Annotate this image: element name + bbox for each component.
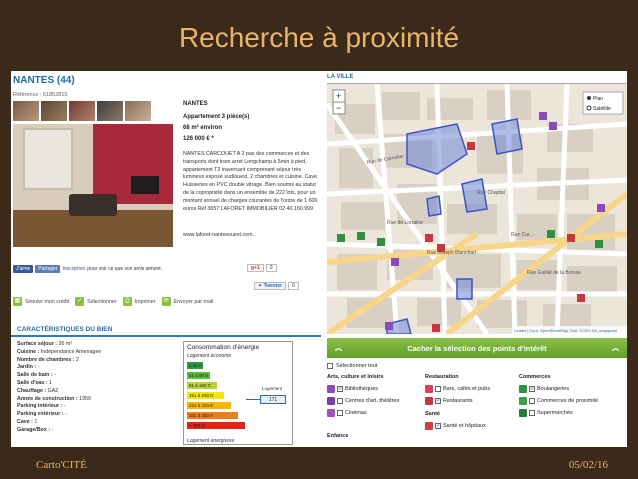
street-label: Rue Cur...	[511, 232, 534, 238]
listing-type: Appartement 3 pièce(s)	[183, 114, 250, 120]
map-section-label: LA VILLE	[327, 74, 354, 80]
characteristic-row	[17, 403, 101, 411]
characteristic-row	[17, 396, 101, 404]
poi-item-label: Bars, cafés et pubs	[443, 386, 491, 392]
characteristic-label: Salle de bain :	[17, 372, 53, 379]
printer-icon: ⎙	[123, 297, 132, 306]
listing-reference: Référence : 51852815	[13, 92, 68, 98]
photo-thumbnail[interactable]	[125, 101, 151, 121]
poi-category-icon	[519, 409, 527, 417]
hide-poi-selection-button[interactable]	[327, 338, 627, 358]
poi-checkbox[interactable]	[337, 398, 343, 404]
calculator-icon: ▦	[14, 298, 21, 304]
simulate-credit-label: Simuler mon crédit	[25, 298, 70, 305]
characteristic-value: 1	[32, 418, 38, 425]
poi-checkbox[interactable]: ✓	[436, 423, 441, 429]
energy-class-bar: 331 à 450 F	[187, 412, 238, 419]
city-map[interactable]	[327, 84, 627, 334]
energy-class-bar: 51 à 90 B	[189, 373, 209, 378]
poi-category-icon	[327, 385, 335, 393]
street-label: Rue Chaptal	[477, 190, 505, 196]
energy-log-label: Logement	[261, 386, 282, 391]
select-label: Sélectionner	[87, 298, 117, 305]
photo-sofa	[69, 194, 117, 216]
photo-tv	[131, 176, 159, 194]
poi-item-label: Boulangeries	[537, 386, 570, 392]
characteristic-row	[17, 380, 101, 388]
characteristic-label: Cave :	[17, 418, 33, 425]
gplus-button[interactable]: g+1	[247, 264, 264, 272]
characteristic-label: Salle d'eau :	[17, 379, 48, 386]
poi-item[interactable]	[327, 407, 399, 419]
facebook-like-button[interactable]: J'aime	[13, 265, 33, 273]
photo-thumbnails	[13, 101, 151, 121]
energy-class-bar: > 450 G	[187, 422, 245, 429]
poi-item-label: Cinémas	[345, 410, 367, 416]
listing-city: NANTES	[183, 101, 208, 107]
poi-column	[519, 374, 598, 419]
listing-price: 126 000 € *	[183, 136, 214, 142]
poi-item-label: Centres d'art, théâtres	[345, 398, 400, 404]
street-label: Rue Guillet de la Brosse	[527, 270, 581, 276]
characteristic-row	[17, 419, 101, 427]
slide-title: Recherche à proximité	[178, 22, 460, 53]
tweet-label: Tweeter	[263, 283, 283, 289]
select-all-checkbox[interactable]	[327, 363, 333, 369]
characteristic-value: -	[36, 364, 40, 371]
listing-title: NANTES (44)	[13, 75, 75, 86]
poi-item-label: Supermarchés	[537, 410, 573, 416]
characteristic-label: Cuisine :	[17, 348, 40, 355]
chevron-double-up-icon: ︽	[335, 345, 342, 352]
twitter-bird-icon: ✦	[258, 283, 264, 289]
tweet-button[interactable]	[254, 282, 286, 290]
street-label: Rue Joseph Blanchart	[427, 250, 477, 256]
poi-category-icon	[327, 409, 335, 417]
select-all-label: Sélectionner tout	[336, 363, 378, 369]
characteristic-value: Independance Amenagee	[39, 348, 102, 355]
energy-top-label: Logement économe	[187, 353, 232, 359]
poi-category-icon	[425, 385, 433, 393]
poi-item[interactable]	[425, 420, 490, 432]
poi-item[interactable]	[519, 383, 598, 395]
characteristic-label: Année de construction :	[17, 395, 78, 402]
poi-checkbox[interactable]	[529, 410, 535, 416]
poi-category-title: Commerces	[519, 374, 551, 380]
characteristics-title: CARACTÉRISTIQUES DU BIEN	[17, 326, 113, 333]
print-button[interactable]	[123, 297, 156, 306]
poi-item-label: Bibliothèques	[345, 386, 379, 392]
zoom-in-button[interactable]: +	[336, 91, 342, 101]
main-photo[interactable]	[13, 124, 173, 247]
characteristics-header	[11, 323, 321, 337]
poi-item-label: Restaurants	[443, 398, 473, 404]
poi-item-label: Santé et hôpitaux	[443, 423, 486, 429]
energy-log-value: 171	[260, 395, 286, 404]
characteristic-label: Nombre de chambres :	[17, 356, 75, 363]
poi-checkbox[interactable]	[337, 410, 343, 416]
poi-column	[327, 374, 399, 419]
energy-label-panel	[183, 341, 293, 445]
poi-category-icon	[425, 397, 433, 405]
poi-category-title: Enfance	[327, 433, 349, 439]
listing-description: NANTES CARCOUET A 2 pas des commerces et des transports dont tram arret Longchamp à 5min à pied, appartement T3 traversant comprenant séjour très lumineux exposé sud/ouest, 2 chambres et cuisine. Cave. Huisseries en PVC double vitrage. Bien soumis au statut de la copropriété dans un ensemble de 222 lots, pour un montant annuel de charges courantes de l'ordre de 1 600 euros Réf 3657 LAFORET IMMOBILIER 02.40.160.999	[183, 151, 319, 212]
simulate-credit-button[interactable]	[13, 297, 69, 306]
photo-thumbnail[interactable]	[13, 101, 39, 121]
characteristic-value: -	[49, 426, 54, 433]
energy-bottom-label: Logement énergivore	[187, 438, 235, 444]
listing-area: 68 m² environ	[183, 125, 223, 131]
poi-column	[425, 374, 490, 432]
characteristic-value: -	[62, 403, 66, 410]
layer-plan-radio[interactable]	[587, 96, 591, 100]
gplus-widget	[247, 264, 277, 272]
street-label: Rue de Lorraine	[387, 220, 423, 226]
characteristic-value: GAZ	[46, 387, 59, 394]
layer-satellite-label: Satellite	[593, 106, 611, 112]
poi-category-icon	[425, 422, 433, 430]
poi-checkbox[interactable]: ✓	[436, 398, 441, 404]
layer-plan-label: Plan	[593, 96, 604, 102]
poi-item[interactable]	[519, 407, 598, 419]
mail-icon: ✉	[163, 298, 169, 304]
characteristic-row	[17, 427, 101, 435]
tweet-widget	[254, 282, 299, 290]
characteristic-row	[17, 372, 101, 380]
zoom-out-button[interactable]: −	[336, 103, 342, 113]
photo-thumbnail[interactable]	[41, 101, 67, 121]
characteristic-label: Chauffage :	[17, 387, 47, 394]
poi-item[interactable]	[327, 383, 399, 395]
characteristics-list	[17, 341, 101, 435]
map-attribution[interactable]: Leaflet | Cont. OpenStreetMap, Esri, CCBY-SA, mapquest	[514, 328, 617, 333]
footer-brand: Carto'CITÉ	[36, 459, 87, 471]
poi-category-title: Arts, culture et loisirs	[327, 374, 384, 380]
select-button[interactable]	[75, 297, 116, 306]
footer-date: 05/02/16	[568, 459, 608, 471]
characteristic-row	[17, 357, 101, 365]
characteristic-row	[17, 411, 101, 419]
listing-tools	[13, 297, 213, 306]
screenshot-panel	[11, 71, 627, 447]
poi-item[interactable]	[519, 395, 598, 407]
characteristic-row	[17, 341, 101, 349]
map-layer-switcher	[583, 92, 623, 114]
photo-window	[23, 128, 73, 190]
gplus-count: 0	[266, 264, 277, 272]
characteristic-row	[17, 388, 101, 396]
characteristic-label: Parking intérieur :	[17, 403, 63, 410]
layer-satellite-radio[interactable]	[587, 106, 591, 110]
poi-item-label: Commerces de proximité	[537, 398, 599, 404]
select-all-row	[327, 363, 377, 369]
poi-category-icon	[519, 385, 527, 393]
map-zoom-control	[333, 90, 345, 114]
characteristic-row	[17, 364, 101, 372]
photo-thumbnail[interactable]	[97, 101, 123, 121]
hide-poi-selection-label: Cacher la sélection des points d'intérêt	[407, 343, 547, 353]
chevron-double-up-icon: ︽	[612, 345, 619, 352]
email-label: Envoyer par mail	[173, 298, 214, 305]
energy-class-bar: 231 à 330 E	[187, 402, 231, 409]
poi-checkbox[interactable]	[435, 386, 441, 392]
characteristic-label: Garage/Box :	[17, 426, 50, 433]
poi-checkbox[interactable]: ✓	[530, 386, 535, 392]
energy-class-bar: 91 à 150 C	[187, 382, 217, 389]
poi-item[interactable]	[425, 383, 490, 395]
energy-title: Consommation d'énergie	[187, 344, 260, 351]
characteristic-value: -	[63, 411, 67, 418]
poi-category-icon	[327, 397, 335, 405]
poi-category-title: Restauration	[425, 374, 459, 380]
characteristic-value: 26 m²	[57, 341, 73, 347]
characteristic-value: 1959	[77, 395, 91, 402]
street-label: Rue de Cornulier	[366, 153, 405, 166]
photo-thumbnail[interactable]	[69, 101, 95, 121]
poi-category-title: Santé	[425, 411, 440, 417]
email-button[interactable]	[162, 297, 214, 306]
map-canvas[interactable]	[327, 84, 627, 334]
characteristic-label: Jardin :	[17, 364, 37, 371]
listing-link[interactable]: www.laforet-nantesouest.com.	[183, 232, 254, 238]
tweet-count: 0	[288, 282, 299, 290]
poi-category-icon	[519, 397, 527, 405]
characteristic-row	[17, 349, 101, 357]
facebook-row	[13, 264, 162, 273]
characteristic-label: Parking extérieur :	[17, 411, 64, 418]
energy-class-bar: ≤ 50 A	[189, 363, 202, 368]
poi-checkbox[interactable]	[529, 398, 535, 404]
characteristic-value: 1	[47, 379, 53, 386]
facebook-share-button[interactable]: Partager	[35, 265, 60, 273]
facebook-text: pour voir ce que vos amis aiment.	[87, 265, 163, 272]
poi-checkbox[interactable]: ✓	[338, 386, 343, 392]
energy-pointer	[246, 399, 260, 400]
characteristic-label: Surface séjour :	[17, 341, 58, 347]
characteristic-value: -	[52, 372, 56, 379]
poi-item[interactable]	[425, 395, 490, 407]
poi-item[interactable]	[327, 395, 399, 407]
print-label: Imprimer	[134, 298, 156, 305]
facebook-signup-link[interactable]: Inscription	[62, 265, 86, 272]
check-icon: ✓	[77, 298, 83, 304]
characteristic-value: 2	[74, 356, 79, 363]
energy-class-bar: 151 à 230 D	[187, 392, 224, 399]
